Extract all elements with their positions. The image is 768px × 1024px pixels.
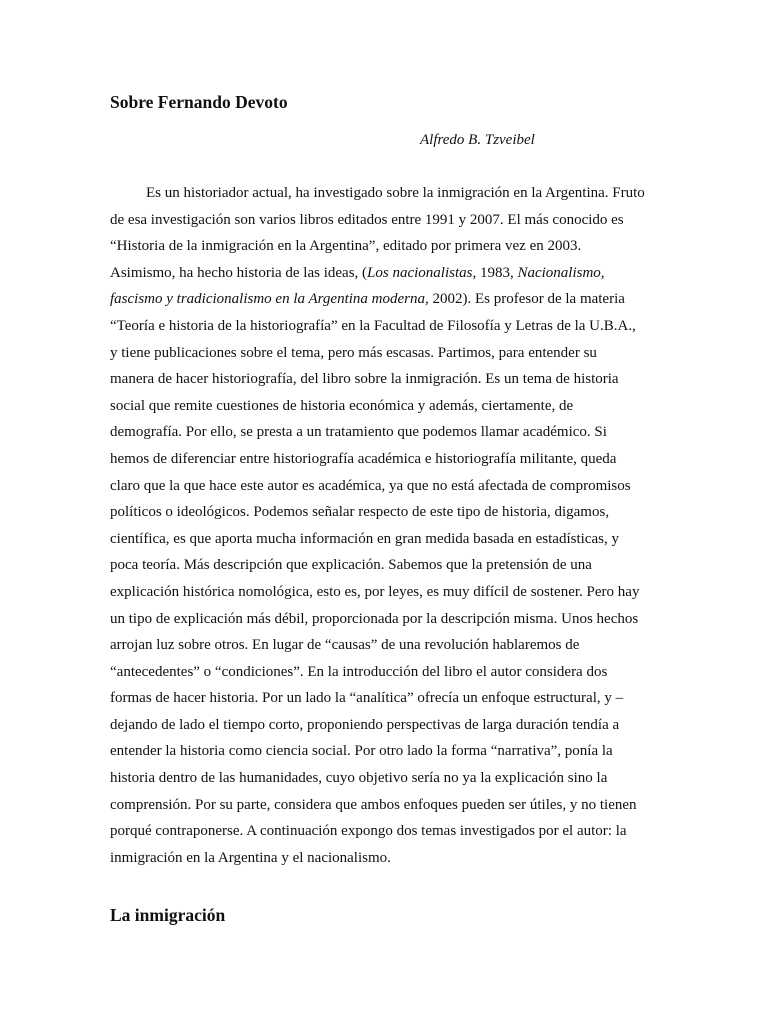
- author-name: Alfredo B. Tzveibel: [420, 132, 535, 148]
- paragraph-line: científica, es que aporta mucha información en gran medida basada en estadísticas, y: [110, 530, 619, 547]
- paragraph-line: de esa investigación son varios libros editados entre 1991 y 2007. El más conocido es: [110, 211, 624, 228]
- paragraph-line: y tiene publicaciones sobre el tema, pero más escasas. Partimos, para entender su: [110, 344, 597, 361]
- paragraph-line: manera de hacer historiografía, del libro sobre la inmigración. Es un tema de historia: [110, 371, 619, 388]
- document-title: Sobre Fernando Devoto: [110, 92, 288, 112]
- body-paragraph: [110, 180, 670, 871]
- paragraph-line: políticos o ideológicos. Podemos señalar respecto de este tipo de historia, digamos,: [110, 504, 610, 521]
- paragraph-line: social que remite cuestiones de historia económica y además, ciertamente, de: [110, 397, 574, 414]
- paragraph-line: “Teoría e historia de la historiografía” en la Facultad de Filosofía y Letras de la U.B.A.,: [110, 317, 636, 334]
- book-title-italic: Los nacionalistas: [367, 264, 473, 281]
- paragraph-line: comprensión. Por su parte, considera que ambos enfoques pueden ser útiles, y no tienen: [110, 796, 637, 813]
- book-title-italic: fascismo y tradicionalismo en la Argentina moderna,: [110, 291, 429, 308]
- paragraph-line: arrojan luz sobre otros. En lugar de “causas” de una revolución hablaremos de: [110, 637, 580, 654]
- paragraph-line: “antecedentes” o “condiciones”. En la introducción del libro el autor considera dos: [110, 663, 608, 680]
- paragraph-line: formas de hacer historia. Por un lado la “analítica” ofrecía un enfoque estructural, y –: [110, 690, 624, 707]
- paragraph-line: claro que la que hace este autor es académica, ya que no está afectada de compromisos: [110, 477, 631, 494]
- paragraph-line: Es un historiador actual, ha investigado sobre la inmigración en la Argentina. Fruto: [146, 185, 645, 201]
- paragraph-line: inmigración en la Argentina y el nacionalismo.: [110, 849, 391, 866]
- text-segment: Asimismo, ha hecho historia de las ideas, (: [110, 264, 368, 281]
- paragraph-line: porqué contraponerse. A continuación expongo dos temas investigados por el autor: la: [110, 823, 627, 840]
- paragraph-line-mixed: [110, 260, 670, 287]
- paragraph-line: historia dentro de las humanidades, cuyo objetivo sería no ya la explicación sino la: [110, 770, 608, 787]
- paragraph-line: explicación histórica nomológica, esto es, por leyes, es muy difícil de sostener. Pero hay: [110, 583, 640, 600]
- paragraph-line: demografía. Por ello, se presta a un tratamiento que podemos llamar académico. Si: [110, 424, 607, 441]
- text-segment: 2002). Es profesor de la materia: [428, 291, 625, 308]
- paragraph-line: “Historia de la inmigración en la Argentina”, editado por primera vez en 2003.: [110, 238, 582, 255]
- book-title-italic: Nacionalismo,: [517, 264, 605, 281]
- text-segment: , 1983,: [472, 264, 518, 281]
- paragraph-line: entender la historia como ciencia social. Por otro lado la forma “narrativa”, ponía la: [110, 743, 613, 760]
- paragraph-line: poca teoría. Más descripción que explicación. Sabemos que la pretensión de una: [110, 557, 592, 574]
- section-heading: La inmigración: [110, 905, 226, 925]
- paragraph-line: dejando de lado el tiempo corto, proponiendo perspectivas de larga duración tendía a: [110, 716, 620, 733]
- paragraph-line: hemos de diferenciar entre historiografía académica e historiografía militante, queda: [110, 450, 617, 467]
- paragraph-line-mixed: [110, 286, 670, 313]
- paragraph-line: un tipo de explicación más débil, proporcionada por la descripción misma. Unos hechos: [110, 610, 639, 627]
